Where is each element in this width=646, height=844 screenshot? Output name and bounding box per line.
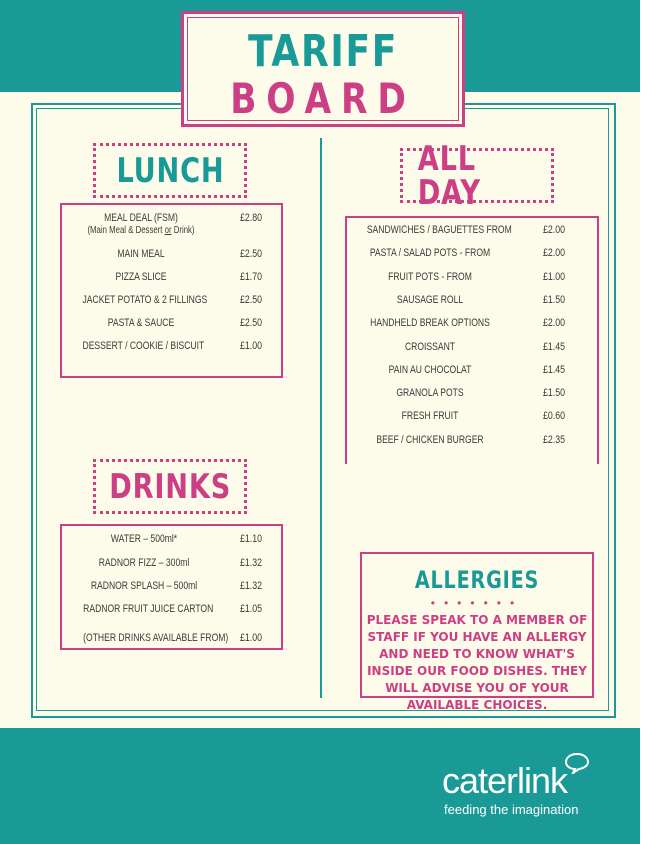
allergies-heading: ALLERGIES	[414, 566, 540, 594]
caterlink-logo	[442, 762, 602, 822]
item-price: £1.50	[542, 387, 566, 399]
item-price: £2.50	[239, 294, 263, 306]
all-day-heading-box	[400, 138, 554, 213]
item-price: £2.50	[239, 248, 263, 260]
list-item	[347, 246, 597, 262]
item-name: PASTA & SAUCE	[107, 317, 175, 329]
list-item	[347, 363, 597, 379]
title-line-1: TARIFF	[247, 26, 399, 77]
list-item	[347, 386, 597, 402]
item-name: MAIN MEAL	[117, 248, 165, 260]
list-item	[62, 556, 281, 572]
item-price: £2.00	[542, 247, 566, 259]
item-name: WATER – 500ml*	[110, 533, 178, 545]
list-item	[62, 631, 281, 647]
drinks-heading-box	[93, 459, 247, 514]
item-name: PIZZA SLICE	[115, 271, 167, 283]
item-price: £1.45	[542, 341, 566, 353]
list-item	[347, 340, 597, 356]
item-price: £2.00	[542, 224, 566, 236]
item-name: FRESH FRUIT	[401, 410, 459, 422]
title-line-2: BOARD	[230, 74, 416, 123]
column-divider	[320, 138, 322, 698]
item-name: RADNOR SPLASH – 500ml	[90, 580, 198, 592]
lunch-heading: LUNCH	[116, 150, 224, 191]
item-name: GRANOLA POTS	[396, 387, 464, 399]
meal-deal-note: (Main Meal & Dessert or Drink)	[87, 225, 195, 236]
all-day-menu-box	[345, 216, 599, 464]
list-item	[347, 409, 597, 425]
list-item	[62, 293, 281, 309]
drinks-menu-box	[60, 524, 283, 650]
item-price: £1.05	[239, 603, 263, 615]
item-price: £1.00	[239, 632, 263, 644]
list-item	[62, 532, 281, 548]
list-item	[62, 316, 281, 332]
list-item	[347, 316, 597, 332]
item-price: £2.35	[542, 434, 566, 446]
item-name: RADNOR FRUIT JUICE CARTON	[83, 603, 214, 615]
list-item	[347, 223, 597, 239]
lunch-heading-box	[93, 143, 247, 198]
list-item	[347, 433, 597, 449]
item-name: MEAL DEAL (FSM)	[104, 212, 178, 224]
item-price: £1.00	[542, 271, 566, 283]
item-name: SANDWICHES / BAGUETTES FROM	[366, 224, 512, 236]
item-price: £1.45	[542, 364, 566, 376]
item-price: £1.32	[239, 580, 263, 592]
list-item	[62, 270, 281, 286]
list-item	[62, 602, 281, 618]
item-price: £1.50	[542, 294, 566, 306]
list-item	[347, 270, 597, 286]
item-name: CROISSANT	[404, 341, 456, 353]
item-price: £1.00	[239, 340, 263, 352]
item-price: £0.60	[542, 410, 566, 422]
allergies-text: PLEASE SPEAK TO A MEMBER OF STAFF IF YOU HAVE AN ALLERGY AND NEED TO KNOW WHAT'S INSIDE OUR FOOD DISHES. THEY WILL ADVISE YOU OF YOUR AVAILABLE CHOICES.	[366, 613, 588, 712]
item-name: JACKET POTATO & 2 FILLINGS	[82, 294, 208, 306]
logo-wordmark: caterlink	[442, 760, 568, 801]
drinks-heading: DRINKS	[109, 466, 231, 507]
speech-bubble-icon	[564, 752, 590, 774]
item-price: £2.50	[239, 317, 263, 329]
item-price: £1.32	[239, 557, 263, 569]
item-name: PASTA / SALAD POTS - FROM	[369, 247, 491, 259]
item-price: £1.10	[239, 533, 263, 545]
item-name: DESSERT / COOKIE / BISCUIT	[82, 340, 205, 352]
list-item	[62, 247, 281, 263]
allergies-box	[360, 552, 594, 712]
list-item	[347, 293, 597, 309]
item-name: FRUIT POTS - FROM	[388, 271, 472, 283]
item-price: £2.80	[239, 212, 263, 224]
logo-tagline: feeding the imagination	[444, 802, 579, 817]
item-name: (OTHER DRINKS AVAILABLE FROM)	[83, 632, 229, 644]
item-price: £2.00	[542, 317, 566, 329]
item-name: PAIN AU CHOCOLAT	[388, 364, 472, 376]
item-name: BEEF / CHICKEN BURGER	[376, 434, 484, 446]
title-box	[181, 11, 465, 127]
item-name: HANDHELD BREAK OPTIONS	[370, 317, 490, 329]
item-price: £1.70	[239, 271, 263, 283]
all-day-heading: ALL DAY	[417, 138, 481, 213]
lunch-menu-box	[60, 203, 283, 378]
item-name: RADNOR FIZZ – 300ml	[98, 557, 190, 569]
item-name: SAUSAGE ROLL	[396, 294, 464, 306]
list-item	[62, 339, 281, 355]
dot-separator-icon: •••••••	[430, 596, 524, 610]
list-item	[62, 579, 281, 595]
